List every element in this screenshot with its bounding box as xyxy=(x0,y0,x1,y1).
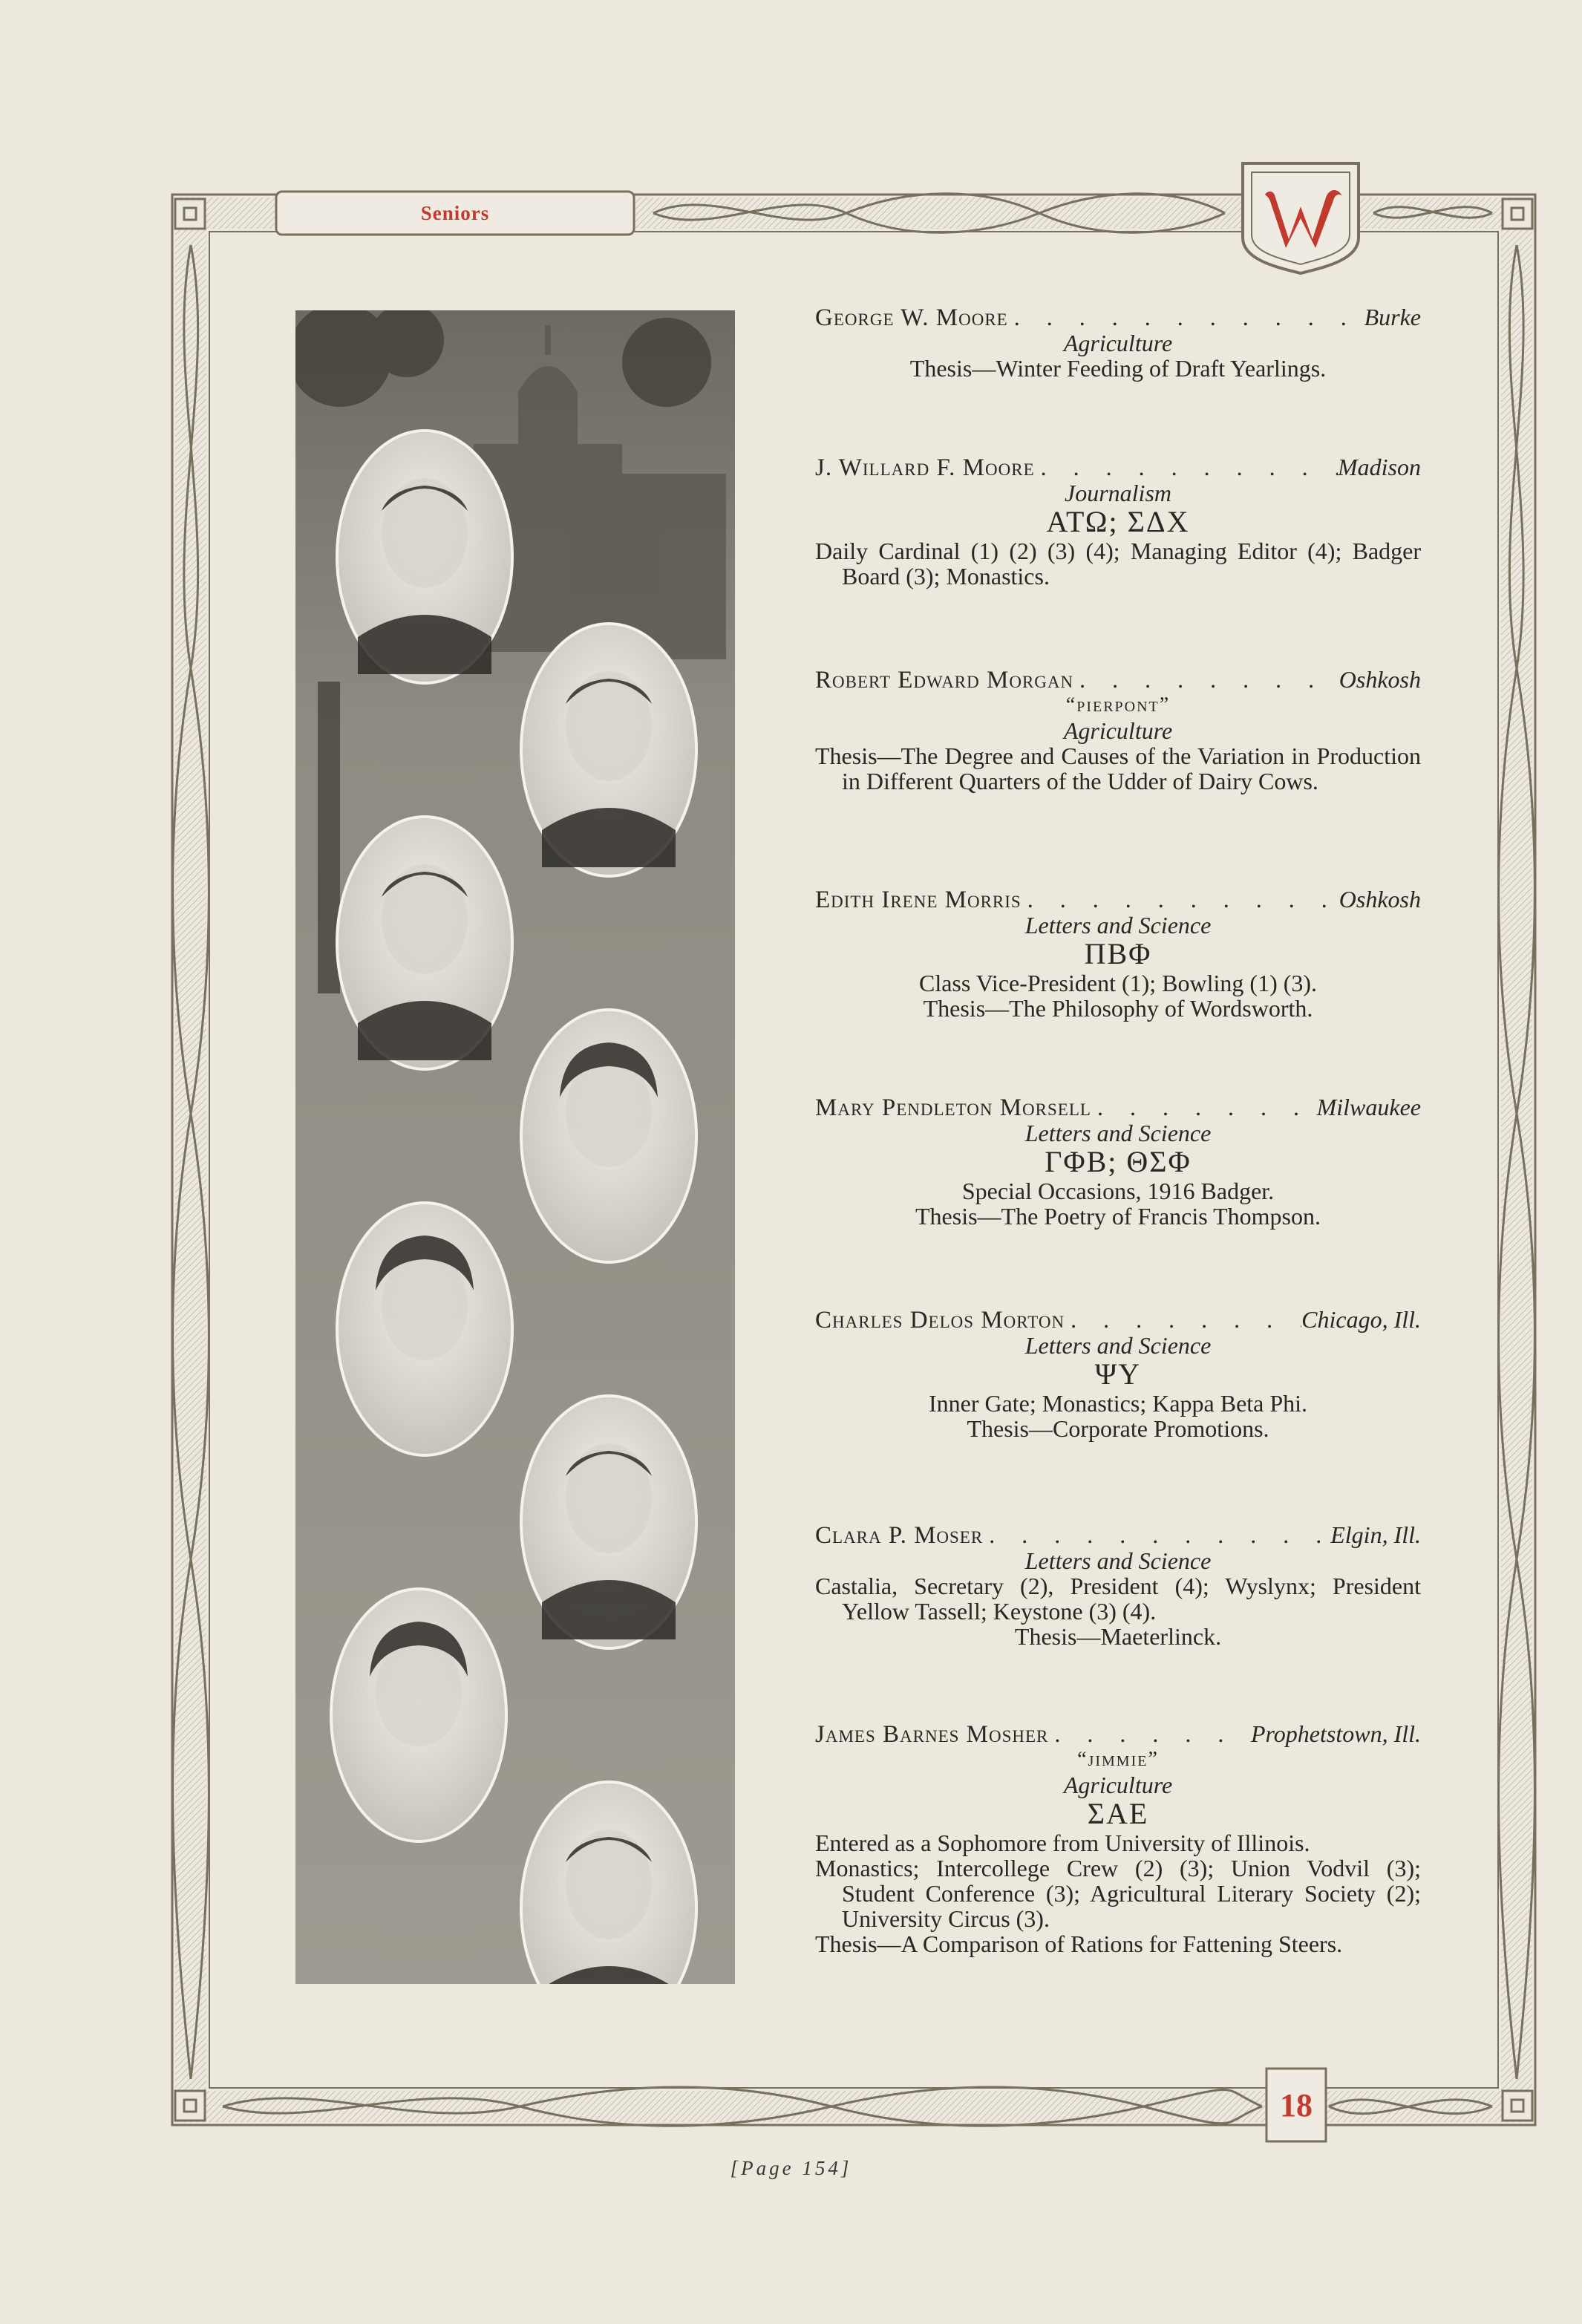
entry-nickname: “pierpont” xyxy=(1065,693,1171,717)
entry-name: James Barnes Mosher xyxy=(815,1721,1049,1748)
entry-name: Clara P. Moser xyxy=(815,1522,984,1549)
entry-greek-letters: ΓΦΒ; ΘΣΦ xyxy=(1045,1145,1192,1178)
entry-name: Mary Pendleton Morsell xyxy=(815,1094,1091,1121)
entry-hometown: Oshkosh xyxy=(1339,666,1421,693)
entry-name: Charles Delos Morton xyxy=(815,1307,1065,1334)
entry-hometown: Madison xyxy=(1338,454,1421,480)
entry-george-w-moore xyxy=(815,304,1421,381)
entry-name: George W. Moore xyxy=(815,304,1008,331)
entry-hometown: Milwaukee xyxy=(1316,1094,1421,1120)
entry-college: Letters and Science xyxy=(1024,912,1212,939)
entry-nickname: “jimmie” xyxy=(1077,1748,1159,1771)
entry-hometown: Chicago, Ill. xyxy=(1301,1306,1421,1333)
entry-edith-irene-morris xyxy=(815,887,1421,1021)
section-tab xyxy=(281,195,630,232)
entry-greek-letters: ΣΑΕ xyxy=(1087,1797,1149,1830)
entry-hometown: Burke xyxy=(1364,304,1421,330)
entry-name: Robert Edward Morgan xyxy=(815,667,1074,693)
entry-greek-letters: ΨΥ xyxy=(1094,1357,1142,1391)
page-number-box-label: 18 xyxy=(1280,2086,1313,2124)
entry-college: Agriculture xyxy=(1063,1772,1173,1798)
entry-hometown: Elgin, Ill. xyxy=(1330,1521,1421,1548)
entry-clara-p-moser xyxy=(815,1522,1421,1649)
entry-greek-letters: ΑΤΩ; ΣΔΧ xyxy=(1046,505,1190,538)
entry-line: Monastics; Intercollege Crew (2) (3); Union Vodvil (3); Student Conference (3); Agricultural Literary Society (2); University Circus (3). xyxy=(815,1855,1421,1932)
entry-line: Thesis—A Comparison of Rations for Fattening Steers. xyxy=(815,1930,1343,1957)
entry-name: J. Willard F. Moore xyxy=(815,454,1035,481)
entry-charles-delos-morton xyxy=(815,1307,1421,1441)
entry-j-willard-f-moore xyxy=(815,454,1421,589)
entry-college: Letters and Science xyxy=(1024,1332,1212,1359)
entry-greek-letters: ΠΒΦ xyxy=(1084,937,1152,970)
entry-line: Class Vice-President (1); Bowling (1) (3). xyxy=(918,970,1318,996)
entry-line: Thesis—Winter Feeding of Draft Yearlings. xyxy=(909,355,1327,382)
entry-line: Entered as a Sophomore from University of Illinois. xyxy=(815,1830,1310,1856)
entry-college: Letters and Science xyxy=(1024,1547,1212,1574)
entry-line: Thesis—Maeterlinck. xyxy=(1014,1623,1222,1650)
entry-hometown: Oshkosh xyxy=(1339,886,1421,913)
entry-line: Castalia, Secretary (2), President (4); Wyslynx; President Yellow Tassell; Keystone (3) (4). xyxy=(815,1573,1421,1625)
portrait-photo-strip xyxy=(295,310,735,1984)
entry-college: Agriculture xyxy=(1063,330,1173,356)
section-label: Seniors xyxy=(420,201,490,224)
entry-college: Journalism xyxy=(1065,480,1171,506)
page-number-box xyxy=(1271,2072,1321,2138)
entry-line: Daily Cardinal (1) (2) (3) (4); Managing Editor (4); Badger Board (3); Monastics. xyxy=(815,538,1421,590)
entry-college: Agriculture xyxy=(1063,717,1173,744)
entry-robert-edward-morgan xyxy=(815,667,1421,794)
entry-line: Thesis—The Poetry of Francis Thompson. xyxy=(915,1203,1321,1230)
entry-line: Thesis—The Degree and Causes of the Variation in Production in Different Quarters of the Udder of Dairy Cows. xyxy=(815,742,1421,794)
entry-line: Thesis—Corporate Promotions. xyxy=(967,1415,1269,1442)
entry-hometown: Prophetstown, Ill. xyxy=(1250,1720,1421,1747)
wisconsin-w-shield-logo xyxy=(1235,156,1366,275)
entry-line: Inner Gate; Monastics; Kappa Beta Phi. xyxy=(928,1390,1308,1417)
entry-line: Special Occasions, 1916 Badger. xyxy=(961,1178,1275,1204)
entry-name: Edith Irene Morris xyxy=(815,887,1022,913)
entry-line: Thesis—The Philosophy of Wordsworth. xyxy=(923,995,1313,1022)
entry-college: Letters and Science xyxy=(1024,1120,1212,1146)
entry-james-barnes-mosher xyxy=(815,1721,1421,1956)
page-footer: [Page 154] xyxy=(730,2157,852,2179)
entry-mary-pendleton-morsell xyxy=(815,1094,1421,1229)
